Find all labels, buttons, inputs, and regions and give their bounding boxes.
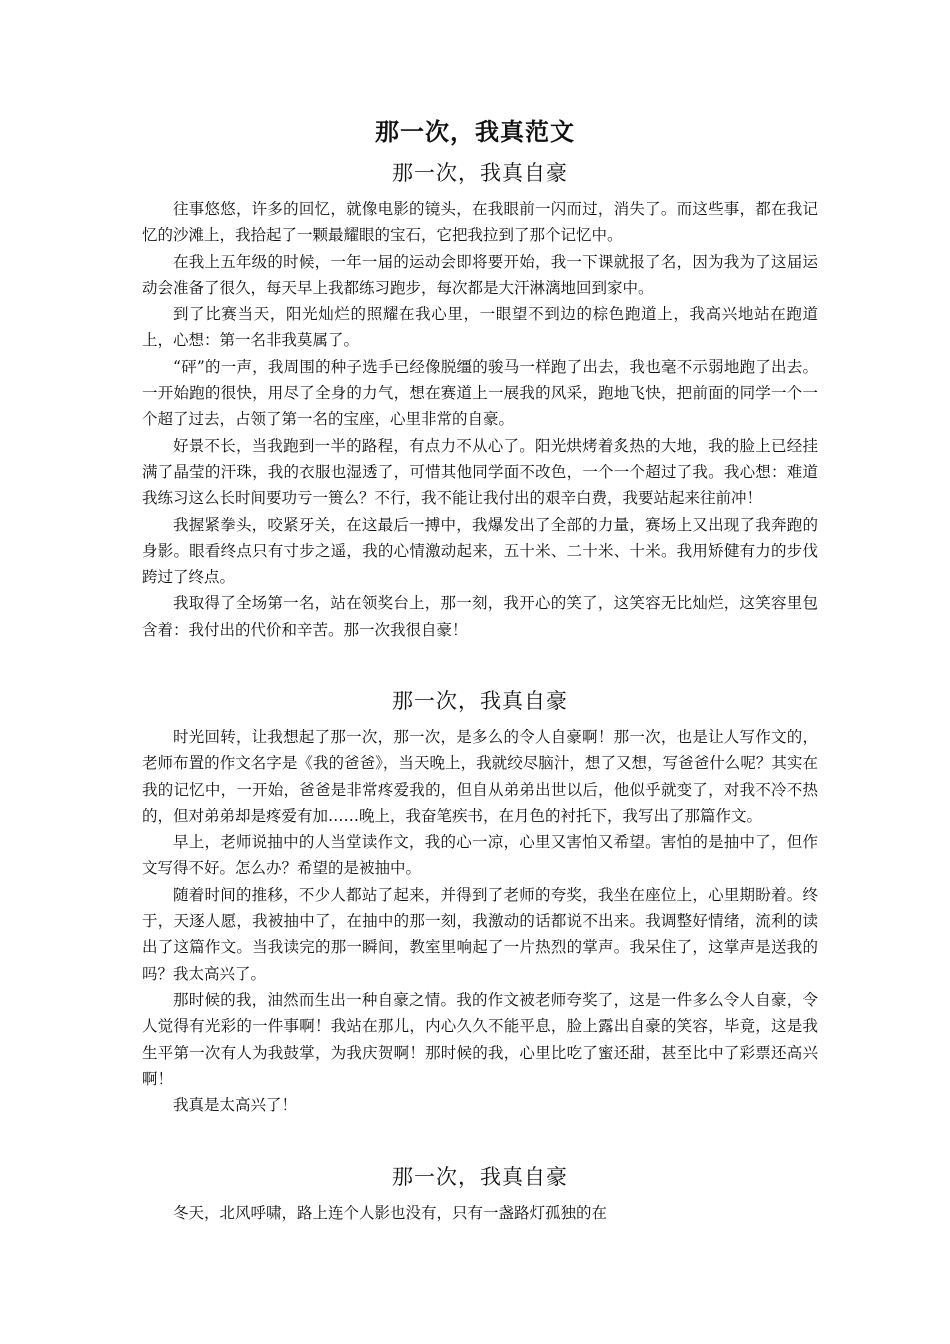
essay-title: 那一次，我真自豪 xyxy=(392,161,568,185)
essay-3 xyxy=(142,1162,818,1226)
paragraph: 我取得了全场第一名，站在领奖台上，那一刻，我开心的笑了，这笑容无比灿烂，这笑容里包含着：我付出的代价和辛苦。那一次我很自豪！ xyxy=(142,594,818,639)
paragraph: “砰”的一声，我周围的种子选手已经像脱缰的骏马一样跑了出去，我也毫不示弱地跑了出去。一开始跑的很快，用尽了全身的力气，想在赛道上一展我的风采，跑地飞快，把前面的同学一个一个超了过去，占领了第一名的宝座，心里非常的自豪。 xyxy=(142,357,818,429)
paragraph: 冬天，北风呼啸，路上连个人影也没有，只有一盏路灯孤独的在 xyxy=(173,1204,608,1222)
paragraph: 好景不长，当我跑到一半的路程，有点力不从心了。阳光烘烤着炙热的大地，我的脸上已经挂满了晶莹的汗珠，我的衣服也湿透了，可惜其他同学面不改色，一个一个超过了我。我心想：难道我练习这么长时间要功亏一篑么？不行，我不能让我付出的艰辛白费，我要站起来往前冲！ xyxy=(142,436,818,508)
paragraph: 我真是太高兴了！ xyxy=(173,1096,298,1115)
essay-1 xyxy=(142,158,818,643)
paragraph: 时光回转，让我想起了那一次，那一次，是多么的令人自豪啊！那一次，也是让人写作文的，老师布置的作文名字是《我的爸爸》，当天晚上，我就绞尽脑汁，想了又想，写爸爸什么呢？其实在我的记忆中，一开始，爸爸是非常疼爱我的，但自从弟弟出世以后，他似乎就变了，对我不冷不热的，但对弟弟却是疼爱有加……晚上，我奋笔疾书，在月色的衬托下，我写出了那篇作文。 xyxy=(142,728,818,825)
paragraph: 往事悠悠，许多的回忆，就像电影的镜头，在我眼前一闪而过，消失了。而这些事，都在我记忆的沙滩上，我拾起了一颗最耀眼的宝石，它把我拉到了那个记忆中。 xyxy=(142,200,818,245)
paragraph: 我握紧拳头，咬紧牙关，在这最后一搏中，我爆发出了全部的力量，赛场上又出现了我奔跑的身影。眼看终点只有寸步之遥，我的心情激动起来，五十米、二十米、十米。我用矫健有力的步伐跨过了终点。 xyxy=(142,515,818,587)
paragraph: 那时候的我，油然而生出一种自豪之情。我的作文被老师夸奖了，这是一件多么令人自豪，令人觉得有光彩的一件事啊！我站在那儿，内心久久不能平息，脸上露出自豪的笑容，毕竟，这是我生平第一次有人为我鼓掌，为我庆贺啊！那时候的我，心里比吃了蜜还甜，甚至比中了彩票还高兴啊！ xyxy=(142,990,818,1088)
paragraph: 在我上五年级的时候，一年一届的运动会即将要开始，我一下课就报了名，因为我为了这届运动会准备了很久，每天早上我都练习跑步，每次都是大汗淋漓地回到家中。 xyxy=(142,252,818,297)
paragraph: 早上，老师说抽中的人当堂读作文，我的心一凉，心里又害怕又希望。害怕的是抽中了，但作文写得不好。怎么办？希望的是被抽中。 xyxy=(142,833,818,878)
paragraph: 到了比赛当天，阳光灿烂的照耀在我心里，一眼望不到边的棕色跑道上，我高兴地站在跑道上，心想：第一名非我莫属了。 xyxy=(142,305,818,350)
paragraph: 随着时间的推移，不少人都站了起来，并得到了老师的夸奖，我坐在座位上，心里期盼着。终于，天逐人愿，我被抽中了，在抽中的那一刻，我激动的话都说不出来。我调整好情绪，流利的读出了这篇作文。当我读完的那一瞬间，教室里响起了一片热烈的掌声。我呆住了，这掌声是送我的吗？我太高兴了。 xyxy=(142,885,818,983)
essay-title: 那一次，我真自豪 xyxy=(392,1165,568,1189)
essay-title: 那一次，我真自豪 xyxy=(392,689,568,713)
document-title: 那一次，我真范文 xyxy=(375,118,575,146)
essay-2 xyxy=(142,686,818,1118)
